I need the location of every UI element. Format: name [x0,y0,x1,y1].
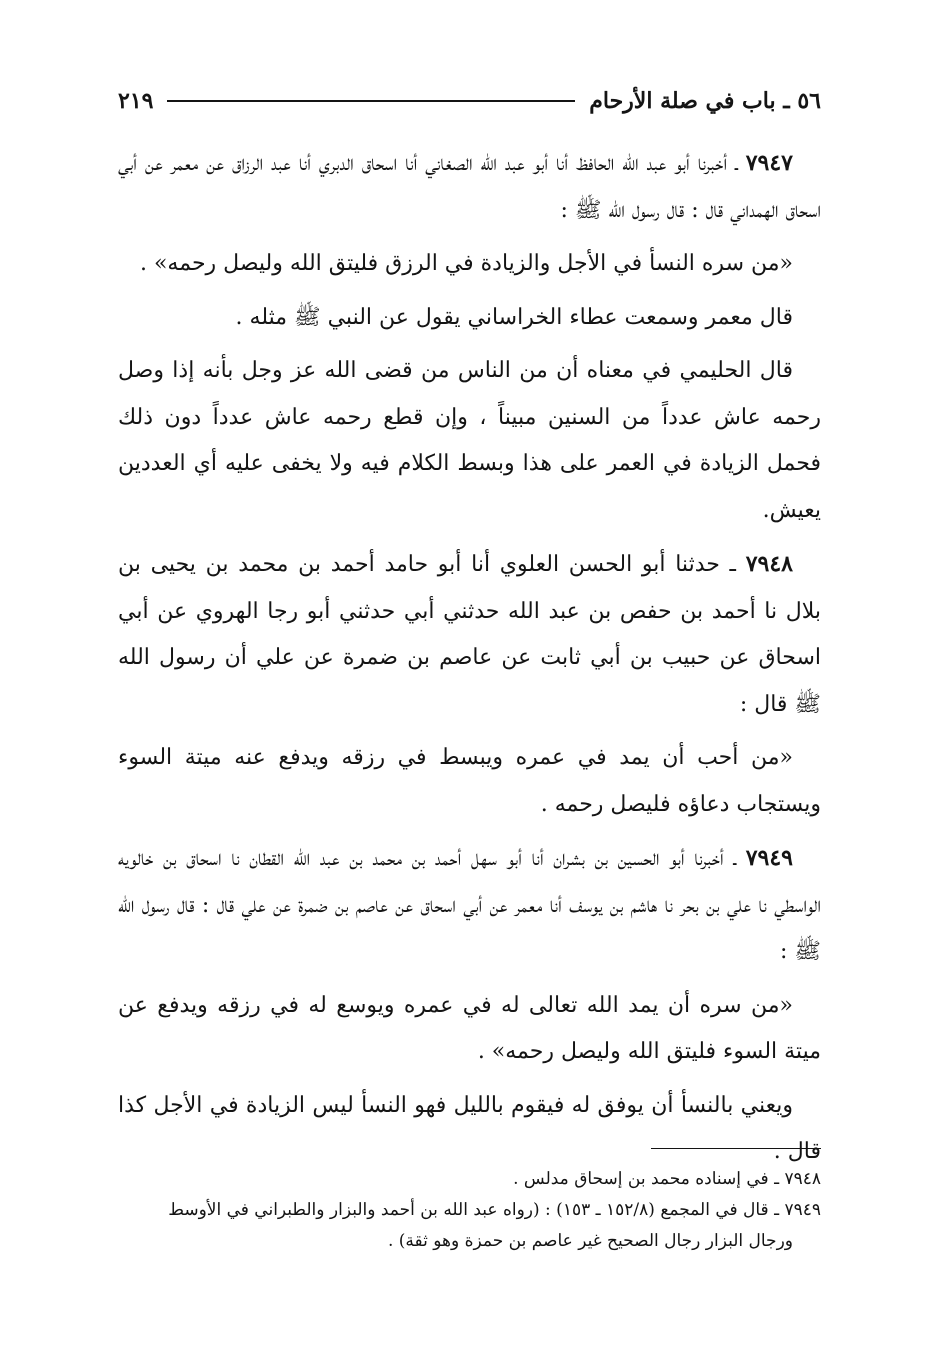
footnotes [118,1164,821,1257]
footnote-7949-continuation: ورجال البزار رجال الصحيح غير عاصم بن حمزة وهو ثقة) . [387,1231,793,1251]
hadith-number: ٧٩٤٩ [745,845,793,871]
footnote-7948: ٧٩٤٨ ـ في إسناده محمد بن إسحاق مدلس . [513,1169,821,1189]
page-number: ٢١٩ [118,88,154,114]
footnote-7949: ٧٩٤٩ ـ قال في المجمع (١٥٢/٨ ـ ١٥٣) : (رواه عبد الله بن أحمد والبزار والطبراني في الأوسط [168,1200,821,1220]
hadith-number: ٧٩٤٧ [745,150,793,176]
hadith-7947 [118,140,821,234]
chapter-title: ٥٦ ـ باب في صلة الأرحام [589,88,821,114]
hadith-number: ٧٩٤٨ [745,551,793,577]
hadith-7948 [118,541,821,728]
hadith-text: ـ أخبرنا أبو عبد الله الحافظ أنا أبو عبد الله الصغاني أنا اسحاق الدبري أنا عبد الرزاق عن معمر عن أبي اسحاق الهمداني قال : قال رسول الله ﷺ : [118,151,821,223]
footnote-separator [651,1148,821,1149]
running-header [118,78,821,124]
hadith-7949 [118,835,821,976]
hadith-quote: «من سره أن يمد الله تعالى له في عمره ويوسع له في رزقه ويدفع عن ميتة السوء فليتق الله وليصل رحمه» . [118,992,821,1064]
main-text [118,140,821,1183]
hadith-text: ـ حدثنا أبو الحسن العلوي أنا أبو حامد أحمد بن محمد بن يحيى بن بلال نا أحمد بن حفص بن عبد الله حدثني أبي حدثني أبو رجا الهروي عن أبي اسحاق عن حبيب بن أبي ثابت عن عاصم بن ضمرة عن علي أن رسول الله ﷺ قال : [118,552,821,717]
narration-note: قال معمر وسمعت عطاء الخراساني يقول عن النبي ﷺ مثله . [235,304,793,330]
commentary-paragraph: قال الحليمي في معناه أن من الناس من قضى الله عز وجل بأنه إذا وصل رحمه عاش عدداً من السنين مبيناً ، وإن قطع رحمه عاش عدداً دون ذلك فحمل الزيادة في العمر على هذا وبسط الكلام فيه ولا يخفى عليه أي العددين يعيش. [118,358,821,523]
hadith-quote: «من سره النسأ في الأجل والزيادة في الرزق فليتق الله وليصل رحمه» . [139,251,793,276]
header-rule [167,100,575,102]
hadith-text: ـ أخبرنا أبو الحسين بن بشران أنا أبو سهل أحمد بن محمد بن عبد الله القطان نا اسحاق بن خالويه الواسطي نا علي بن بحر نا هاشم بن يوسف أنا معمر عن أبي اسحاق عن عاصم بن ضمرة عن علي قال : قال رسول الله ﷺ : [118,846,821,964]
commentary-paragraph: ويعني بالنسأ أن يوفق له فيقوم بالليل فهو النسأ ليس الزيادة في الأجل كذا قال . [118,1092,821,1164]
hadith-quote: «من أحب أن يمد في عمره ويبسط في رزقه ويدفع عنه ميتة السوء ويستجاب دعاؤه فليصل رحمه . [118,745,821,817]
